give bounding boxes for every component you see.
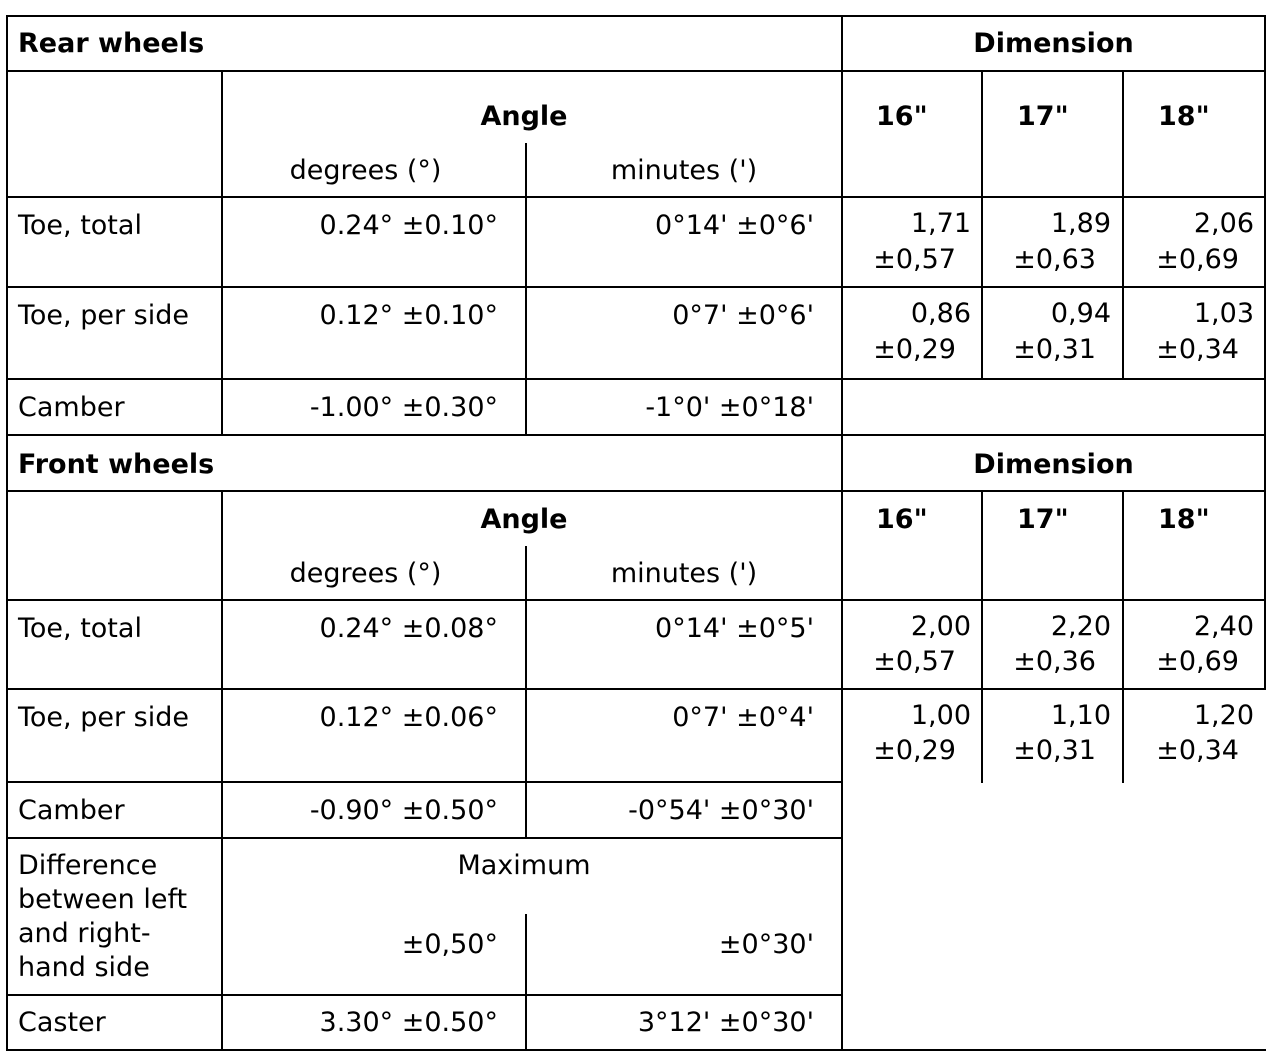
front-toe-total-17-tol: ±0,36 [1013,646,1096,677]
border-right [1264,15,1266,436]
front-dimension-header: Dimension [973,449,1134,480]
rear-toe-total-17-tol: ±0,63 [1013,244,1096,275]
front-toe-side-18-tol: ±0,34 [1156,735,1239,766]
front-toe-side-16-value: 1,00 [910,700,971,731]
rule [6,994,842,996]
rear-toe-side-17-tol: ±0,31 [1013,334,1096,365]
rule [6,837,842,839]
front-caster-deg: 3.30° ±0.50° [319,1007,498,1038]
border-bottom [6,1049,1266,1051]
front-size-16: 16" [876,504,928,535]
front-toe-side-17-value: 1,10 [1050,700,1111,731]
rule [6,490,1266,492]
rule [6,196,1266,198]
front-toe-total-17-value: 2,20 [1050,611,1111,642]
front-toe-total-min: 0°14' ±0°5' [655,613,814,644]
rule [1264,434,1266,690]
front-degrees-header: degrees (°) [289,558,442,589]
rear-toe-total-min: 0°14' ±0°6' [655,210,814,241]
front-camber-min: -0°54' ±0°30' [628,795,814,826]
front-difference-maximum: Maximum [457,850,591,881]
front-caster-min: 3°12' ±0°30' [637,1007,814,1038]
rear-toe-side-18-tol: ±0,34 [1156,334,1239,365]
rear-size-18: 18" [1158,101,1210,132]
rear-minutes-header: minutes (') [610,155,758,186]
rear-camber-min: -1°0' ±0°18' [645,392,814,423]
rear-camber-deg: -1.00° ±0.30° [309,392,498,423]
front-toe-side-label: Toe, per side [18,702,189,733]
rear-toe-total-label: Toe, total [18,210,142,241]
front-camber-label: Camber [18,795,125,826]
rule [6,70,1266,72]
rear-toe-total-18-value: 2,06 [1193,208,1254,239]
front-wheels-title: Front wheels [18,449,215,480]
rule [6,378,1266,380]
front-size-17: 17" [1017,504,1069,535]
rule [6,286,1266,288]
front-difference-label: Difference between left and right-hand side [18,850,188,983]
front-toe-side-18-value: 1,20 [1193,700,1254,731]
rear-dimension-header: Dimension [973,28,1134,59]
rear-degrees-header: degrees (°) [289,155,442,186]
rear-angle-header: Angle [480,101,568,132]
front-difference-deg: ±0,50° [401,929,498,960]
front-toe-side-16-tol: ±0,29 [873,735,956,766]
front-minutes-header: minutes (') [610,558,758,589]
rule [6,599,1266,601]
rear-toe-total-16-tol: ±0,57 [873,244,956,275]
front-toe-total-deg: 0.24° ±0.08° [319,613,498,644]
front-size-18: 18" [1158,504,1210,535]
rear-size-17: 17" [1017,101,1069,132]
front-camber-deg: -0.90° ±0.50° [309,795,498,826]
front-toe-side-deg: 0.12° ±0.06° [319,702,498,733]
border-left [6,15,8,1051]
rule [6,781,842,783]
rule [6,434,1266,436]
front-toe-side-17-tol: ±0,31 [1013,735,1096,766]
rear-toe-side-min: 0°7' ±0°6' [672,300,814,331]
rear-toe-side-18-value: 1,03 [1193,298,1254,329]
rear-toe-side-17-value: 0,94 [1050,298,1111,329]
front-toe-total-16-tol: ±0,57 [873,646,956,677]
rear-toe-total-deg: 0.24° ±0.10° [319,210,498,241]
rear-toe-side-label: Toe, per side [18,300,189,331]
rear-toe-total-18-tol: ±0,69 [1156,244,1239,275]
front-toe-total-18-value: 2,40 [1193,611,1254,642]
rear-size-16: 16" [876,101,928,132]
rear-wheels-title: Rear wheels [18,28,205,59]
front-toe-total-label: Toe, total [18,613,142,644]
front-caster-label: Caster [18,1007,106,1038]
front-toe-side-min: 0°7' ±0°4' [672,702,814,733]
rear-toe-total-16-value: 1,71 [910,208,971,239]
rear-toe-total-17-value: 1,89 [1050,208,1111,239]
rear-toe-side-deg: 0.12° ±0.10° [319,300,498,331]
rear-camber-label: Camber [18,392,125,423]
front-difference-min: ±0°30' [718,929,814,960]
rear-toe-side-16-tol: ±0,29 [873,334,956,365]
border-top [6,15,1266,17]
rear-toe-side-16-value: 0,86 [910,298,971,329]
front-toe-total-18-tol: ±0,69 [1156,646,1239,677]
rule [6,688,1266,690]
front-angle-header: Angle [480,504,568,535]
front-toe-total-16-value: 2,00 [910,611,971,642]
